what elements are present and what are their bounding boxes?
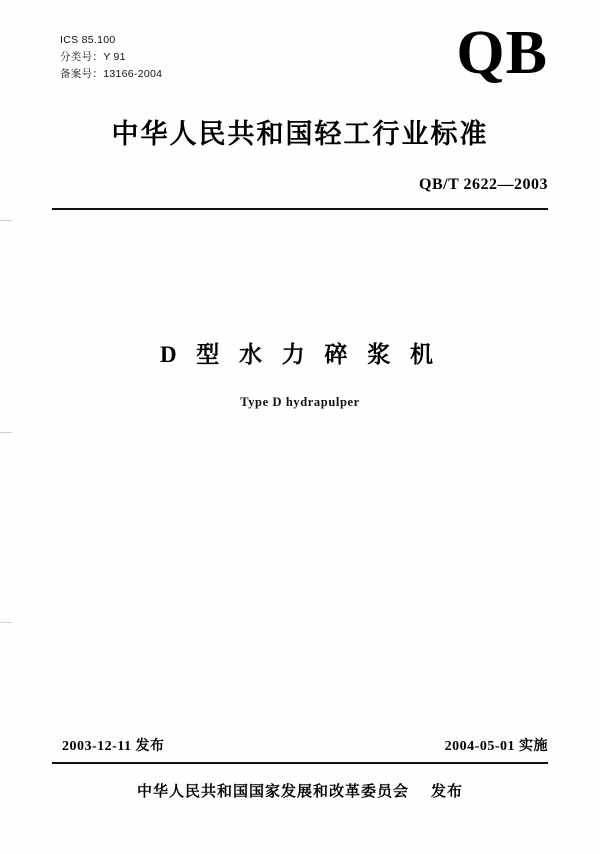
ics-code: ICS 85.100	[60, 34, 116, 46]
edge-tick-mark	[0, 220, 12, 221]
national-standard-title: 中华人民共和国轻工行业标准	[111, 119, 489, 149]
classification-code: 分类号：Y 91	[60, 51, 126, 63]
document-title-en: Type D hydrapulper	[240, 395, 360, 409]
standard-number: QB/T 2622—2003	[419, 176, 548, 193]
edge-tick-mark	[0, 622, 12, 623]
record-number: 备案号：13166-2004	[60, 68, 163, 80]
qb-logo: QB	[456, 19, 548, 87]
header-meta-block	[60, 32, 162, 83]
issue-date: 2003-12-11 发布	[62, 739, 165, 754]
divider-top	[52, 208, 548, 210]
footer-dates	[62, 735, 548, 755]
effective-date: 2004-05-01 实施	[444, 739, 548, 754]
issuer-name: 中华人民共和国国家发展和改革委员会	[136, 784, 409, 800]
document-title-cn: D 型 水 力 碎 浆 机	[159, 342, 441, 367]
edge-tick-mark	[0, 432, 12, 433]
issuer-action: 发布	[431, 784, 464, 800]
divider-bottom	[52, 762, 548, 764]
issuer-line	[0, 780, 600, 801]
